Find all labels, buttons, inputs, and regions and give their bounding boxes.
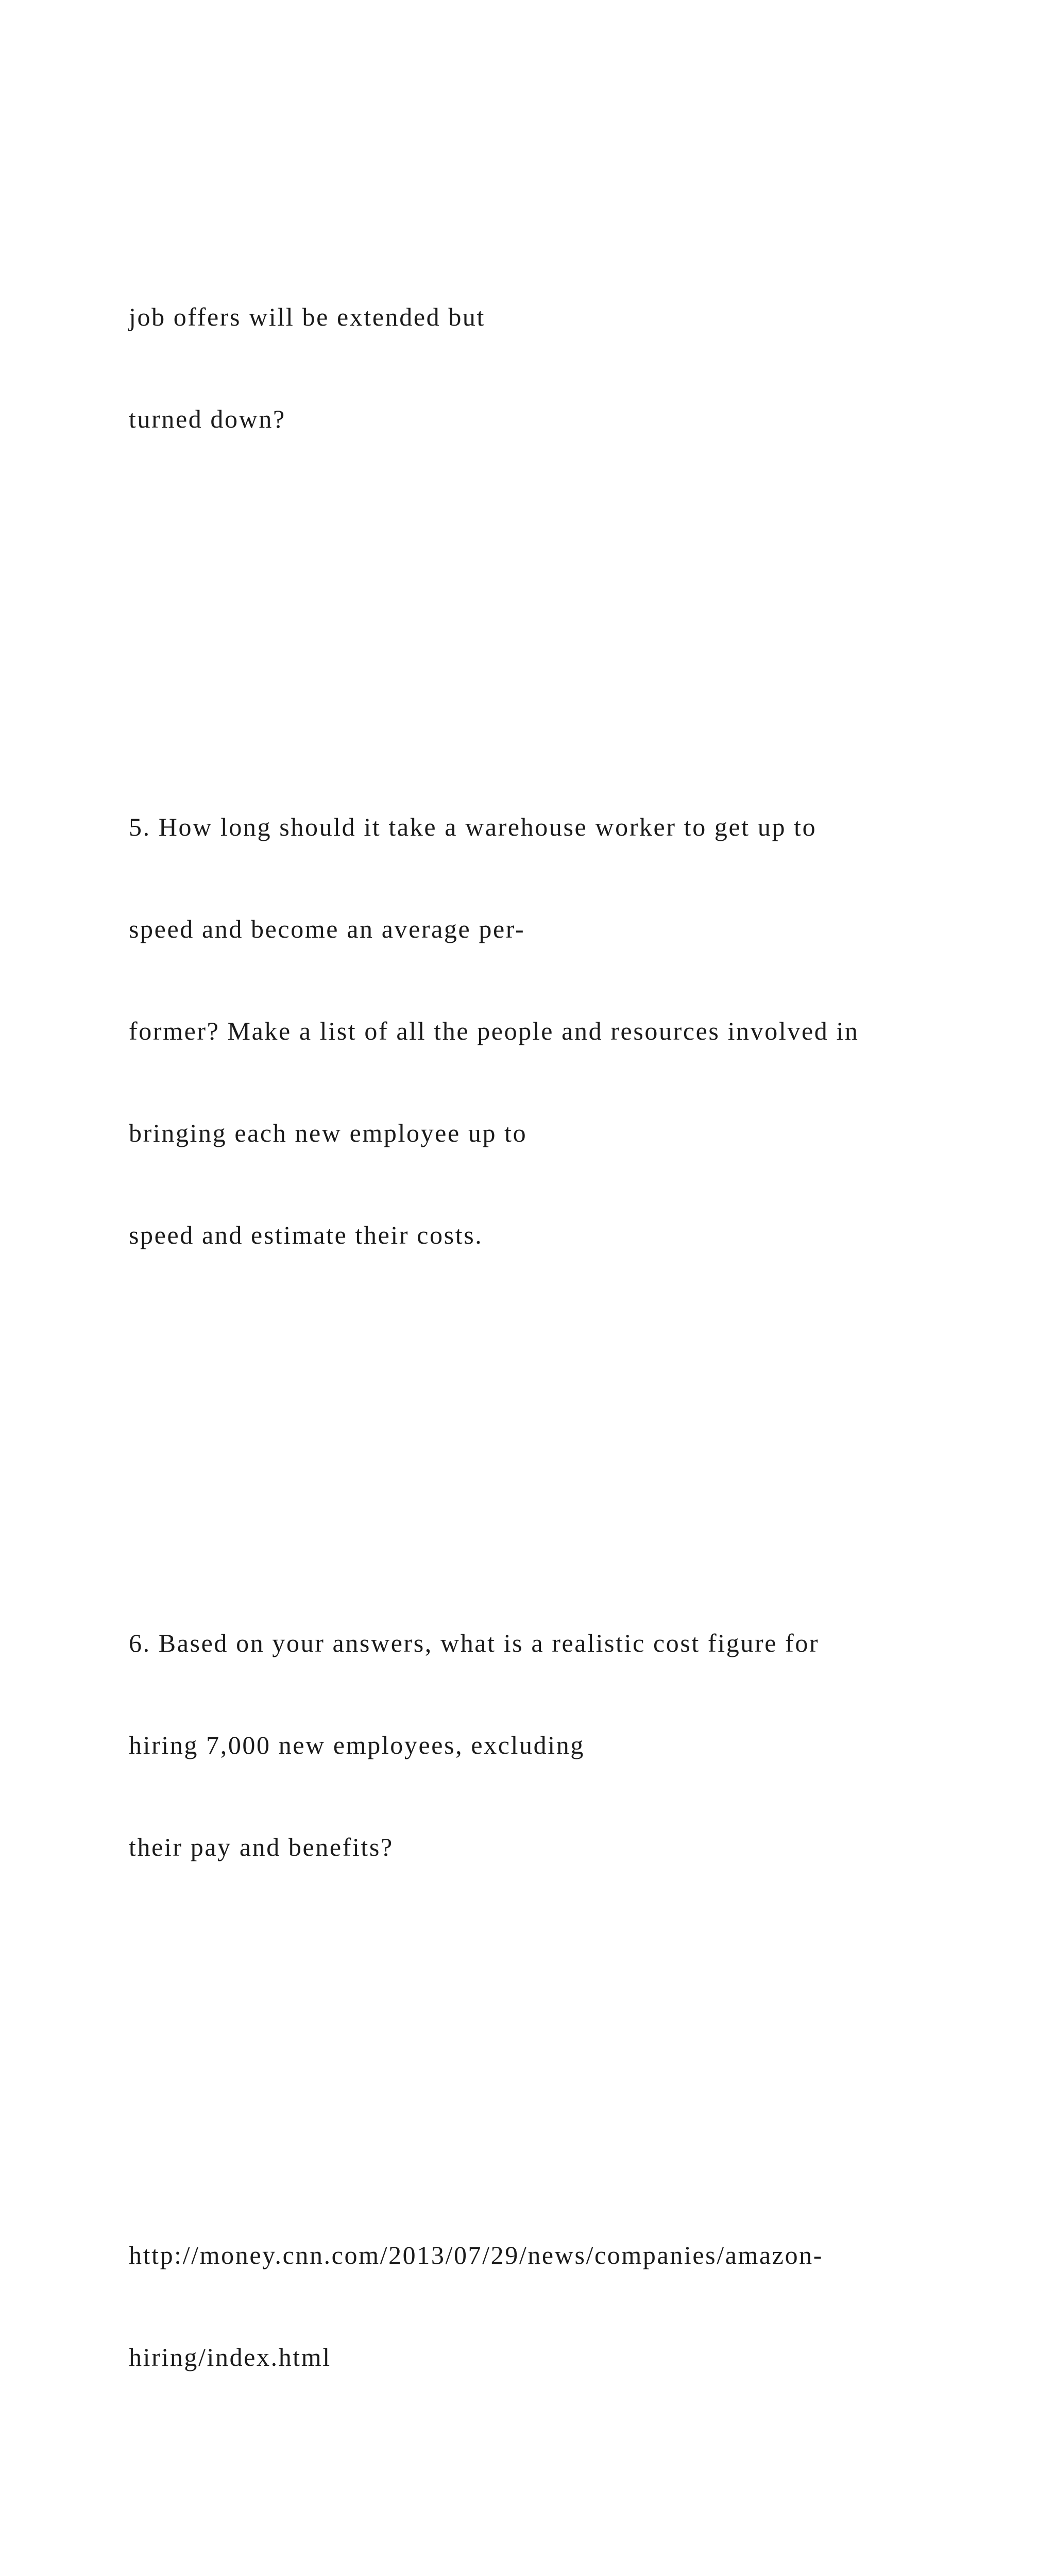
section-gap bbox=[129, 2544, 1005, 2576]
text-line: hiring/index.html bbox=[129, 2343, 331, 2371]
text-line: former? Make a list of all the people and resources involved in bbox=[129, 1016, 859, 1045]
text-line: their pay and benefits? bbox=[129, 1833, 394, 1861]
paragraph-gap bbox=[129, 606, 1005, 640]
text-line: 5. How long should it take a warehouse worker to get up to bbox=[129, 812, 817, 841]
text-line: 6. Based on your answers, what is a realistic cost figure for bbox=[129, 1629, 820, 1657]
text-line: bringing each new employee up to bbox=[129, 1118, 528, 1147]
text-line: speed and estimate their costs. bbox=[129, 1221, 483, 1249]
question-6 bbox=[129, 1558, 1005, 1932]
text-line: speed and become an average per- bbox=[129, 914, 525, 943]
text-line: hiring 7,000 new employees, excluding bbox=[129, 1731, 585, 1759]
paragraph-gap bbox=[129, 2034, 1005, 2068]
question-5 bbox=[129, 742, 1005, 1320]
text-line: http://money.cnn.com/2013/07/29/news/companies/amazon- bbox=[129, 2241, 824, 2269]
paragraph-gap bbox=[129, 1422, 1005, 1456]
text-line: job offers will be extended but bbox=[129, 302, 486, 331]
text-line: turned down? bbox=[129, 404, 286, 433]
question-4-continuation bbox=[129, 232, 1005, 504]
source-url bbox=[129, 2170, 1005, 2442]
document-text bbox=[129, 130, 1005, 2576]
